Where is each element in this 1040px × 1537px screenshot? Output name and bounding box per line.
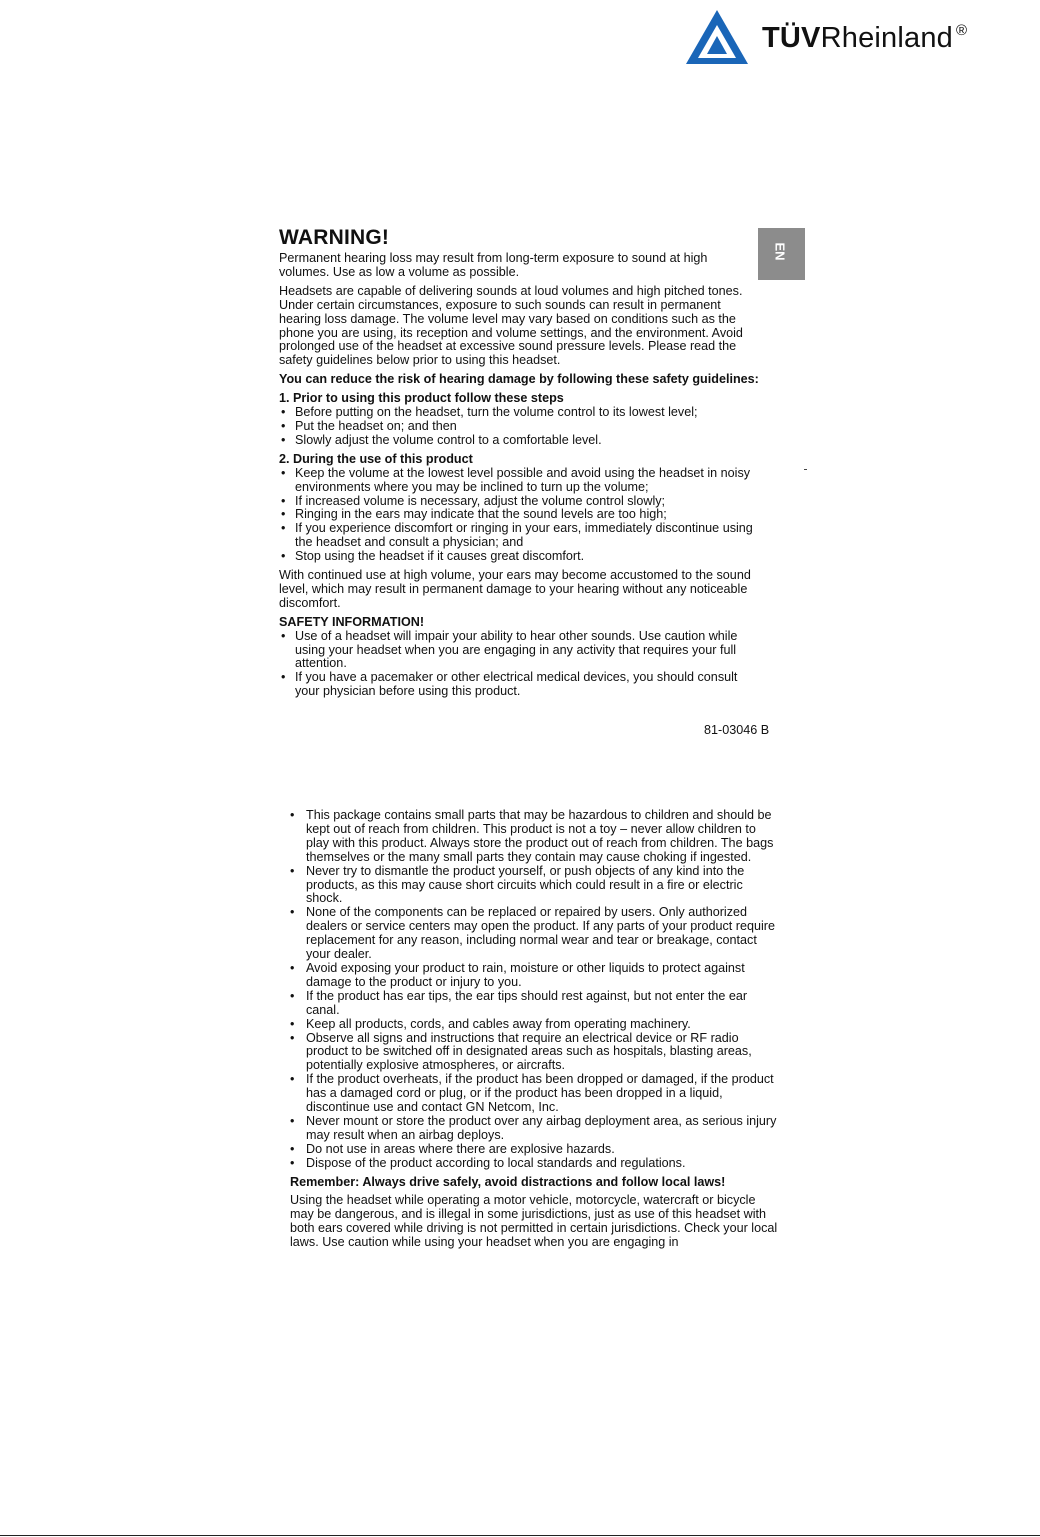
list-item: • Never try to dismantle the product yourself, or push objects of any kind into the products, as this may cause short circuits which could result in a fire or electric shock. xyxy=(290,865,778,907)
list-item: • None of the components can be replaced or repaired by users. Only authorized dealers or service centers may open the product. If any parts of your product require replacement for any reason, including normal wear and tear or breakage, contact your dealer. xyxy=(290,906,778,962)
safety-list xyxy=(279,630,759,700)
driving-paragraph: Using the headset while operating a motor vehicle, motorcycle, watercraft or bicycle may be dangerous, and is illegal in some jurisdictions, just as use of this headset with both ears covered while driving is not permitted in certain jurisdictions. Check your local laws. Use caution while using your headset when you are engaging in xyxy=(290,1193,778,1250)
warning-section xyxy=(279,226,759,704)
guidelines-heading: You can reduce the risk of hearing damage by following these safety guidelines: xyxy=(279,372,759,387)
step1-heading: 1. Prior to using this product follow these steps xyxy=(279,391,564,406)
list-item: • Keep all products, cords, and cables away from operating machinery. xyxy=(290,1018,778,1032)
brand-name: TÜVRheinland ® xyxy=(762,22,968,54)
list-item: • Slowly adjust the volume control to a comfortable level. xyxy=(279,434,759,448)
list-item: • Before putting on the headset, turn the volume control to its lowest level; xyxy=(279,406,759,420)
list-item: • This package contains small parts that may be hazardous to children and should be kept out of reach from children. This product is not a toy – never allow children to play with this product. Always store the product out of reach from children. The bags themselves or the many small parts they contain may cause choking if ingested. xyxy=(290,809,778,865)
tuv-rheinland-logo xyxy=(682,8,1012,68)
tuv-triangle-icon xyxy=(682,8,752,68)
warning-paragraph: Headsets are capable of delivering sounds at loud volumes and high pitched tones. Under certain circumstances, exposure to such sounds can result in permanent hearing loss damage. The volume level may vary based on conditions such as the phone you are using, its reception and volume settings, and the environment. Avoid prolonged use of the headset at excessive sound pressure levels. Please read the safety guidelines below prior to using this headset. xyxy=(279,283,743,368)
registered-mark: ® xyxy=(956,22,968,39)
safety-heading: SAFETY INFORMATION! xyxy=(279,614,425,629)
hazard-list xyxy=(290,809,778,1171)
list-item: • If you have a pacemaker or other electrical medical devices, you should consult your physician before using this product. xyxy=(279,671,759,699)
list-item: • If the product overheats, if the product has been dropped or damaged, if the product has a damaged cord or plug, or if the product has been dropped in a liquid, discontinue use and contact GN Netcom, Inc. xyxy=(290,1073,778,1115)
list-item: • If you experience discomfort or ringing in your ears, immediately discontinue using the headset and consult a physician; and xyxy=(279,522,759,550)
list-item: • Use of a headset will impair your ability to hear other sounds. Use caution while using your headset when you are engaging in any activity that requires your full attention. xyxy=(279,630,759,672)
list-item: • Stop using the headset if it causes great discomfort. xyxy=(279,550,759,564)
list-item: • Do not use in areas where there are explosive hazards. xyxy=(290,1143,778,1157)
list-item: • Never mount or store the product over any airbag deployment area, as serious injury may result when an airbag deploys. xyxy=(290,1115,778,1143)
list-item: • If increased volume is necessary, adjust the volume control slowly; xyxy=(279,495,759,509)
page-bottom-border xyxy=(0,1535,1040,1536)
continued-use-paragraph: With continued use at high volume, your ears may become accustomed to the sound level, which may result in permanent damage to your hearing without any noticeable discomfort. xyxy=(279,568,751,610)
list-item: • Ringing in the ears may indicate that the sound levels are too high; xyxy=(279,508,759,522)
step2-list xyxy=(279,467,759,564)
warning-intro: Permanent hearing loss may result from long-term exposure to sound at high volumes. Use as low a volume as possible. xyxy=(279,251,708,279)
step2-heading: 2. During the use of this product xyxy=(279,451,473,466)
language-tab: EN xyxy=(758,228,805,280)
warning-title: WARNING! xyxy=(279,226,390,249)
list-item: • Keep the volume at the lowest level possible and avoid using the headset in noisy environments where you may be inclined to turn up the volume; xyxy=(279,467,759,495)
safety-continuation-section xyxy=(290,809,778,1255)
margin-mark xyxy=(804,469,807,470)
list-item: • Dispose of the product according to local standards and regulations. xyxy=(290,1157,778,1171)
list-item: • Observe all signs and instructions that require an electrical device or RF radio product to be switched off in designated areas such as hospitals, blasting areas, potentially explosive atmospheres, or aircrafts. xyxy=(290,1032,778,1074)
remember-heading: Remember: Always drive safely, avoid distractions and follow local laws! xyxy=(290,1174,726,1189)
list-item: • Avoid exposing your product to rain, moisture or other liquids to protect against damage to the product or injury to you. xyxy=(290,962,778,990)
document-code: 81-03046 B xyxy=(704,723,770,737)
step1-list xyxy=(279,406,759,448)
list-item: • If the product has ear tips, the ear tips should rest against, but not enter the ear canal. xyxy=(290,990,778,1018)
list-item: • Put the headset on; and then xyxy=(279,420,759,434)
